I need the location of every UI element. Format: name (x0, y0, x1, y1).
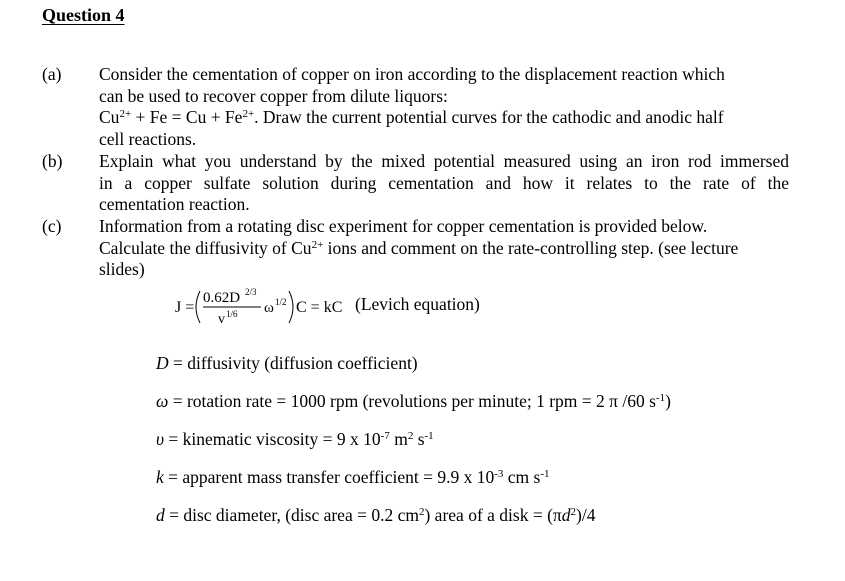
def-d-symbol: D (156, 353, 169, 373)
part-c-text (99, 216, 789, 281)
question-heading: Question 4 (42, 5, 125, 25)
def-k-symbol: k (156, 467, 164, 487)
eq-rhs: C = kC (296, 299, 343, 316)
eq-name: (Levich equation) (355, 294, 480, 314)
levich-equation-svg (175, 285, 535, 331)
definition-rotation-rate (156, 391, 671, 413)
def-v-mid2: s (413, 429, 425, 449)
def-dd-mid: ) area of a disk = (π (424, 505, 562, 525)
eq-denominator: v (218, 312, 225, 327)
def-v-exp1: -7 (380, 430, 390, 442)
part-a-reaction-line (99, 107, 789, 129)
def-k-mid: cm s (503, 467, 541, 487)
eq-omega: ω (264, 300, 274, 316)
eq-right-paren (289, 291, 293, 323)
part-c-line-1: Information from a rotating disc experiment for copper cementation is provided below. (99, 216, 708, 236)
def-omega-symbol: ω (156, 391, 169, 411)
reaction-cu: Cu (99, 107, 120, 127)
def-v-text: = kinematic viscosity = 9 x 10 (164, 429, 381, 449)
def-dd-symbol-2: d (561, 505, 571, 525)
part-c-line-3: slides) (99, 259, 145, 279)
eq-left-paren (196, 291, 200, 323)
def-omega-exp: -1 (655, 392, 666, 404)
eq-omega-exponent: 1/2 (275, 297, 287, 307)
eq-den-exponent: 1/6 (226, 309, 238, 319)
def-dd-text: = disc diameter, (disc area = 0.2 cm (164, 505, 419, 525)
part-b-label: (b) (42, 151, 63, 171)
part-a-text (99, 64, 789, 150)
part-c-line-2-post: ions and comment on the rate-controlling step. (see lecture (323, 237, 739, 258)
levich-equation (175, 285, 535, 331)
part-c-cu-charge: 2+ (311, 238, 324, 251)
def-d-text: = diffusivity (diffusion coefficient) (168, 353, 418, 373)
definition-mass-transfer-coefficient (156, 467, 550, 489)
def-k-text: = apparent mass transfer coefficient = 9.9 x 10 (163, 467, 495, 487)
definition-disc-diameter (156, 505, 595, 527)
eq-numerator: 0.62D (203, 290, 241, 306)
definition-kinematic-viscosity (156, 429, 434, 451)
part-c-line-2-pre: Calculate the diffusivity of Cu (99, 237, 312, 258)
def-v-exp2: 2 (407, 430, 414, 442)
part-c-line-2 (99, 238, 789, 260)
def-omega-text: = rotation rate = 1000 rpm (revolutions per minute; 1 rpm = 2 π /60 s (168, 391, 656, 411)
def-v-symbol: υ (156, 429, 165, 449)
part-a-line-4: cell reactions. (99, 128, 197, 149)
eq-lhs: J = (175, 299, 195, 316)
definition-diffusivity (156, 353, 418, 375)
part-b-text (99, 151, 789, 216)
reaction-tail: . Draw the current potential curves for the cathodic and anodic half (254, 107, 724, 127)
def-dd-exp2: 2 (570, 506, 576, 518)
part-b-line-1: Explain what you understand by the mixed potential measured using an iron rod immersed (99, 151, 789, 171)
def-k-exp1: -3 (494, 468, 504, 480)
reaction-fe-charge: 2+ (242, 108, 255, 120)
def-dd-symbol: d (156, 505, 165, 525)
def-omega-close: ) (665, 391, 671, 411)
def-dd-tail: )/4 (576, 505, 596, 525)
part-a-line-1: Consider the cementation of copper on iron according to the displacement reaction which (99, 64, 725, 84)
def-dd-exp1: 2 (418, 506, 425, 518)
eq-num-exponent: 2/3 (245, 287, 257, 297)
part-b-line-2: in a copper sulfate solution during cementation and how it relates to the rate of the (99, 172, 789, 193)
reaction-rest: + Fe = Cu + Fe (131, 107, 243, 127)
def-v-exp3: -1 (424, 430, 434, 442)
part-c-label: (c) (42, 216, 62, 236)
part-a-line-2: can be used to recover copper from dilute liquors: (99, 85, 448, 106)
reaction-cu-charge: 2+ (119, 108, 132, 120)
part-b-line-3: cementation reaction. (99, 194, 250, 214)
def-v-mid: m (389, 429, 408, 449)
part-a-label: (a) (42, 64, 62, 84)
def-k-exp2: -1 (540, 468, 550, 480)
